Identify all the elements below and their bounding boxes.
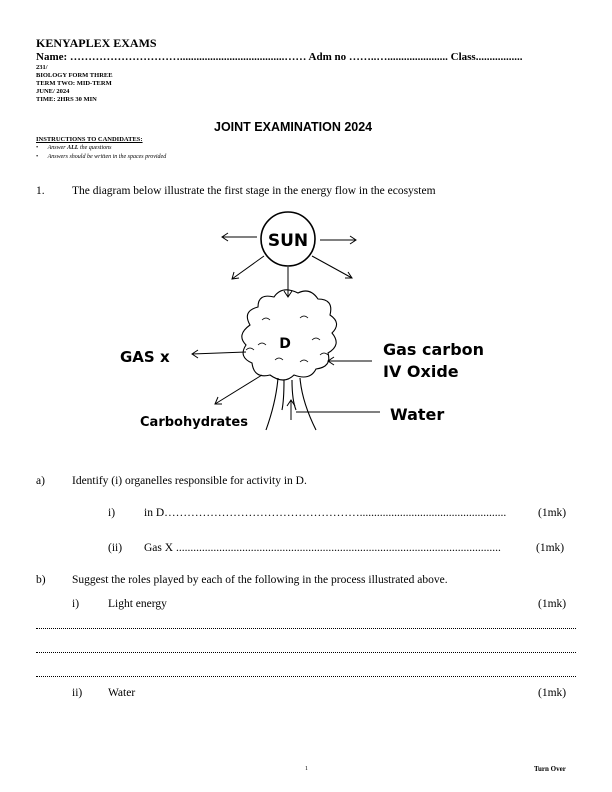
part-b-ii-label: Water (108, 687, 136, 699)
sun-label: SUN (267, 231, 309, 251)
date-label: JUNE/ 2024 (36, 88, 70, 95)
answer-dots: ……………………………………………................................................... (164, 507, 507, 519)
answer-line[interactable] (36, 676, 576, 677)
part-a-text: Identify (i) organelles responsible for activity in D. (72, 475, 307, 487)
part-b-ii-marks: (1mk) (538, 687, 567, 699)
part-a-i-num: i) (108, 507, 116, 519)
carbohydrates-arrow (215, 375, 262, 404)
instruction-bold: ALL (67, 145, 79, 151)
part-a-letter: a) (36, 475, 45, 487)
question-text: The diagram below illustrate the first stage in the energy flow in the ecosystem (72, 185, 436, 197)
sun-ray-lower-right (312, 256, 352, 278)
instruction-text: the questions (78, 145, 112, 151)
answer-line[interactable] (36, 652, 576, 653)
part-a-ii-marks: (1mk) (536, 542, 565, 554)
paper-code: 231/ (36, 64, 48, 71)
co2-label-line2: IV Oxide (383, 362, 459, 381)
form-label: BIOLOGY FORM THREE (36, 72, 113, 79)
school-name: KENYAPLEX EXAMS (36, 36, 157, 50)
water-label: Water (390, 405, 445, 424)
tree-canopy (242, 290, 337, 380)
instruction-text: Answer (47, 145, 68, 151)
term-label: TERM TWO: MID-TERM (36, 80, 112, 87)
part-a-ii-label: Gas X (144, 542, 174, 554)
sun-ray-lower-left (232, 256, 264, 279)
part-b-letter: b) (36, 574, 46, 586)
page-number: 1 (305, 766, 308, 772)
part-b-i-label: Light energy (108, 598, 167, 610)
instruction-text: Answers should be written in the spaces provided (47, 154, 167, 160)
answer-line[interactable] (36, 628, 576, 629)
answer-dots: ................................................................................................................. (175, 542, 501, 554)
part-a-i-label: in D (144, 507, 165, 519)
gas-x-label: GAS x (120, 348, 170, 366)
turn-over: Turn Over (534, 765, 566, 773)
time-label: TIME: 2HRS 30 MIN (36, 96, 97, 103)
exam-title: JOINT EXAMINATION 2024 (214, 120, 373, 134)
instructions-heading: INSTRUCTIONS TO CANDIDATES: (36, 136, 143, 143)
carbohydrates-label: Carbohydrates (140, 415, 248, 430)
co2-label-line1: Gas carbon (383, 340, 485, 359)
part-b-text: Suggest the roles played by each of the following in the process illustrated above. (72, 574, 448, 586)
bullet: • (36, 154, 39, 160)
tree-label: D (279, 336, 291, 352)
name-line: Name: …………………………......................................…… Adm no ……..…...................... Class................. (36, 51, 523, 63)
part-a-i-marks: (1mk) (538, 507, 567, 519)
part-a-i-line[interactable] (144, 507, 536, 519)
part-a-ii-line[interactable] (144, 542, 536, 554)
part-b-ii-num: ii) (72, 687, 83, 699)
bullet: • (36, 145, 39, 151)
gas-x-arrow (192, 352, 246, 354)
part-a-ii-num: (ii) (108, 542, 123, 554)
question-number: 1. (36, 185, 45, 197)
part-b-i-marks: (1mk) (538, 598, 567, 610)
part-b-i-num: i) (72, 598, 80, 610)
